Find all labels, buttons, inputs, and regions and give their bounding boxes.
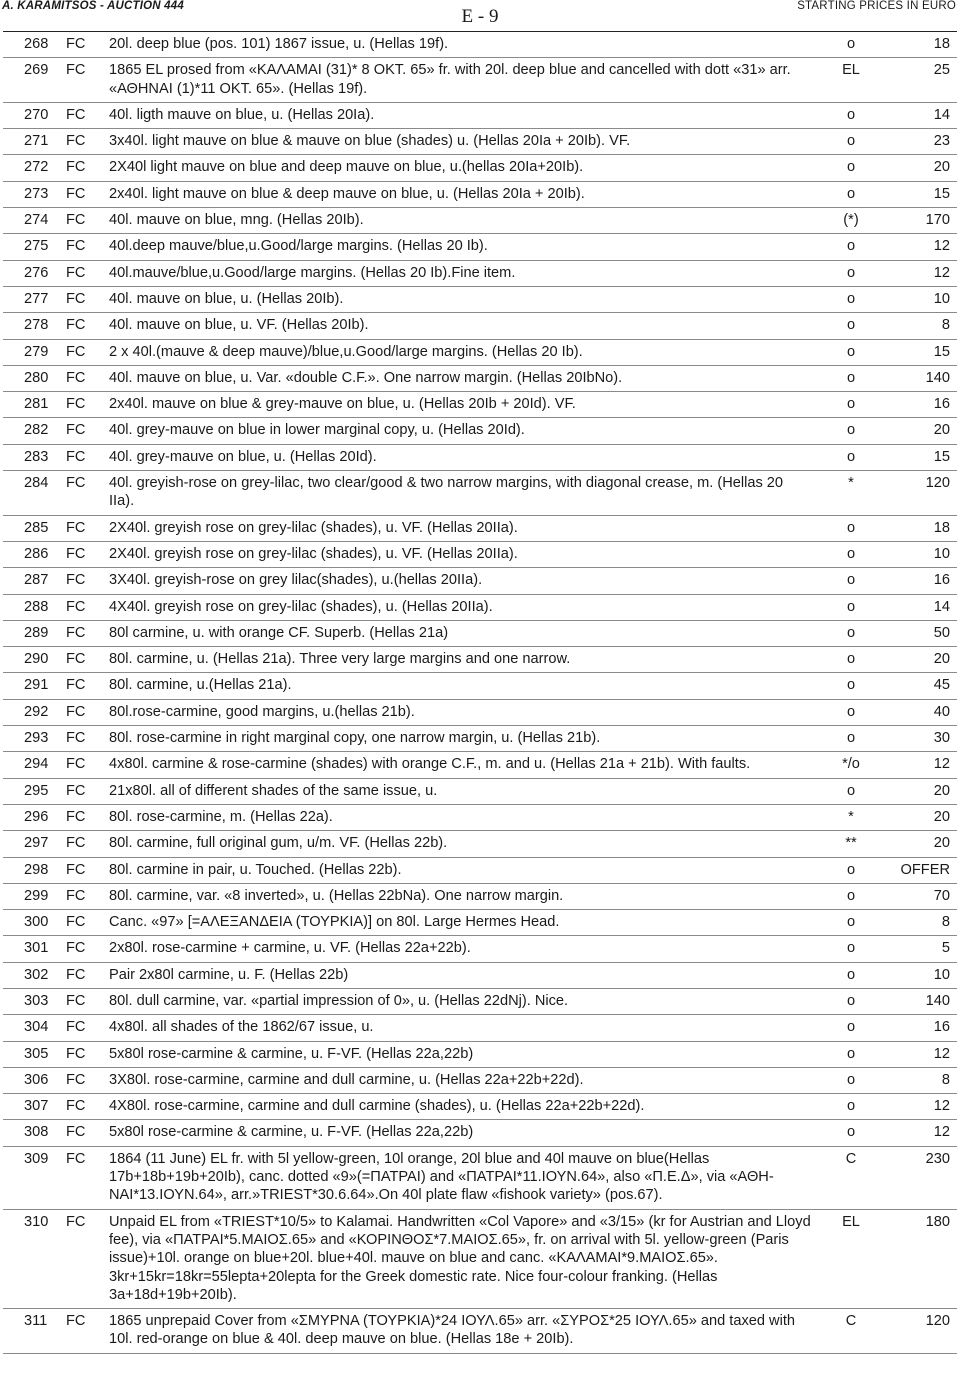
lot-condition: o	[846, 940, 856, 957]
lot-price: 20	[933, 808, 950, 825]
lot-row	[3, 595, 957, 621]
lot-row	[3, 936, 957, 962]
lot-number: 301	[24, 940, 49, 957]
lot-number: 272	[24, 159, 49, 176]
lot-description: 5x80l rose-carmine & carmine, u. F-VF. (Hellas 22a,22b)	[109, 1045, 474, 1062]
lot-row	[3, 673, 957, 699]
lot-description: 80l. carmine, u. (Hellas 21a). Three very large margins and one narrow.	[109, 651, 571, 668]
lot-type: FC	[66, 545, 86, 562]
lot-type: FC	[66, 992, 86, 1009]
lot-type: FC	[66, 624, 86, 641]
lot-description: 40l. grey-mauve on blue in lower marginal copy, u. (Hellas 20Id).	[109, 422, 525, 439]
lot-condition: o	[846, 133, 856, 150]
lot-description: 2X40l light mauve on blue and deep mauve on blue, u.(hellas 20Ia+20Ib).	[109, 159, 584, 176]
lot-price: 12	[933, 264, 950, 281]
lot-type: FC	[66, 572, 86, 589]
lot-description: 2x40l. mauve on blue & grey-mauve on blue, u. (Hellas 20Ib + 20Id). VF.	[109, 396, 576, 413]
lot-number: 295	[24, 782, 49, 799]
lot-price: 20	[933, 159, 950, 176]
lot-condition: o	[846, 519, 856, 536]
lot-type: FC	[66, 703, 86, 720]
lot-price: 15	[933, 185, 950, 202]
lot-type: FC	[66, 887, 86, 904]
lot-number: 271	[24, 133, 49, 150]
lot-description: 2X40l. greyish rose on grey-lilac (shades), u. VF. (Hellas 20IIa).	[109, 545, 518, 562]
lot-condition: o	[846, 369, 856, 386]
lot-condition: o	[846, 703, 856, 720]
lot-description: 5x80l rose-carmine & carmine, u. F-VF. (Hellas 22a,22b)	[109, 1124, 474, 1141]
lot-number: 274	[24, 212, 49, 229]
lot-condition: C	[845, 1313, 857, 1330]
lot-row	[3, 858, 957, 884]
lot-row	[3, 1120, 957, 1146]
lot-number: 296	[24, 808, 49, 825]
lot-price: 20	[933, 782, 950, 799]
lot-description: 21x80l. all of different shades of the same issue, u.	[109, 782, 438, 799]
lot-price: 140	[925, 369, 950, 386]
lot-price: 180	[925, 1213, 950, 1230]
lot-price: 40	[933, 703, 950, 720]
lot-description: 1864 (11 June) EL fr. with 5l yellow-green, 10l orange, 20l blue and 40l mauve on blue(Hellas 17b+18b+19b+20Ib), canc. dotted «9»(=ΠΑΤΡΑΙ) and «ΠΑΤΡΑΙ*11.ΙΟΥΝ.64», also «Π.Ε.Δ», via «ΑΘΗ-ΝΑΙ*13.ΙΟΥΝ.64», arr.»TRIEST*30.6.64».On 40l plate flaw «fishook variety» (pos.67).	[109, 1150, 774, 1204]
lot-number: 298	[24, 861, 49, 878]
lot-description: 80l. carmine in pair, u. Touched. (Hellas 22b).	[109, 861, 402, 878]
lot-price: 140	[925, 992, 950, 1009]
lot-description: 40l. mauve on blue, mng. (Hellas 20Ib).	[109, 212, 364, 229]
lot-row	[3, 1094, 957, 1120]
lot-type: FC	[66, 133, 86, 150]
lot-price: 18	[933, 519, 950, 536]
lot-condition: o	[846, 238, 856, 255]
lot-condition: C	[845, 1150, 857, 1167]
lot-row	[3, 392, 957, 418]
lot-number: 280	[24, 369, 49, 386]
lot-price: 10	[933, 966, 950, 983]
lot-number: 275	[24, 238, 49, 255]
lot-row	[3, 471, 957, 516]
lot-price: 12	[933, 1098, 950, 1115]
lot-price: 15	[933, 343, 950, 360]
lot-type: FC	[66, 966, 86, 983]
lot-number: 310	[24, 1213, 49, 1230]
lot-type: FC	[66, 36, 86, 52]
lot-condition: o	[846, 422, 856, 439]
lot-price: OFFER	[900, 861, 950, 878]
lot-row	[3, 726, 957, 752]
lot-condition: */o	[842, 756, 860, 773]
lot-price: 12	[933, 1045, 950, 1062]
lot-type: FC	[66, 782, 86, 799]
lot-price: 14	[933, 598, 950, 615]
lot-price: 15	[933, 448, 950, 465]
lot-price: 16	[933, 1019, 950, 1036]
lot-price: 50	[933, 624, 950, 641]
lot-condition: o	[846, 317, 856, 334]
lot-type: FC	[66, 62, 86, 79]
lot-number: 269	[24, 62, 49, 79]
page-number: E - 9	[461, 6, 499, 27]
lot-description: 80l. rose-carmine in right marginal copy, one narrow margin, u. (Hellas 21b).	[109, 730, 601, 747]
lot-number: 299	[24, 887, 49, 904]
lot-condition: o	[846, 343, 856, 360]
lot-number: 297	[24, 835, 49, 852]
lot-condition: o	[846, 861, 856, 878]
lot-row	[3, 366, 957, 392]
lot-condition: o	[846, 624, 856, 641]
lot-type: FC	[66, 1213, 86, 1230]
lot-row	[3, 58, 957, 103]
lot-number: 289	[24, 624, 49, 641]
lot-condition: o	[846, 677, 856, 694]
lot-price: 16	[933, 572, 950, 589]
lot-condition: EL	[842, 1213, 860, 1230]
lot-row	[3, 418, 957, 444]
lot-description: 80l. rose-carmine, m. (Hellas 22a).	[109, 808, 333, 825]
lot-description: 2X40l. greyish rose on grey-lilac (shades), u. VF. (Hellas 20IIa).	[109, 519, 518, 536]
lot-row	[3, 752, 957, 778]
lot-row	[3, 884, 957, 910]
lot-condition: o	[846, 448, 856, 465]
lot-condition: o	[846, 966, 856, 983]
lot-type: FC	[66, 185, 86, 202]
lot-description: 40l.deep mauve/blue,u.Good/large margins. (Hellas 20 Ib).	[109, 238, 488, 255]
lot-condition: o	[846, 572, 856, 589]
lot-type: FC	[66, 159, 86, 176]
lot-number: 276	[24, 264, 49, 281]
lot-condition: o	[846, 782, 856, 799]
lot-number: 303	[24, 992, 49, 1009]
lot-type: FC	[66, 106, 86, 123]
lot-type: FC	[66, 396, 86, 413]
page-header	[0, 0, 960, 30]
lot-row	[3, 340, 957, 366]
lot-description: 40l. grey-mauve on blue, u. (Hellas 20Id).	[109, 448, 377, 465]
lot-row	[3, 1015, 957, 1041]
lot-row	[3, 700, 957, 726]
lot-row	[3, 208, 957, 234]
lot-type: FC	[66, 1019, 86, 1036]
lot-row	[3, 234, 957, 260]
lot-row	[3, 182, 957, 208]
lot-list	[3, 32, 957, 1354]
lot-number: 285	[24, 519, 49, 536]
lot-type: FC	[66, 756, 86, 773]
lot-row	[3, 313, 957, 339]
lot-price: 10	[933, 545, 950, 562]
lot-condition: EL	[842, 62, 860, 79]
lot-row	[3, 779, 957, 805]
lot-description: 40l. mauve on blue, u. Var. «double C.F.». One narrow margin. (Hellas 20IbNo).	[109, 369, 623, 386]
lot-number: 306	[24, 1071, 49, 1088]
lot-row	[3, 831, 957, 857]
lot-description: 1865 unprepaid Cover from «ΣΜΥΡΝΑ (ΤΟΥΡΚΙΑ)*24 ΙΟΥΛ.65» arr. «ΣΥΡΟΣ*25 ΙΟΥΛ.65» and taxed with 10l. red-orange on blue & 40l. deep mauve on blue. (Hellas 18e + 20Ib).	[109, 1313, 795, 1348]
lot-type: FC	[66, 343, 86, 360]
lot-condition: o	[846, 1124, 856, 1141]
lot-condition: o	[846, 1071, 856, 1088]
lot-price: 120	[925, 1313, 950, 1330]
lot-row	[3, 805, 957, 831]
lot-number: 311	[24, 1313, 48, 1330]
lot-row	[3, 516, 957, 542]
lot-type: FC	[66, 914, 86, 931]
lot-row	[3, 32, 957, 58]
lot-row	[3, 568, 957, 594]
lot-price: 10	[933, 290, 950, 307]
lot-type: FC	[66, 808, 86, 825]
lot-condition: *	[848, 808, 854, 825]
lot-price: 12	[933, 756, 950, 773]
lot-condition: (*)	[843, 212, 859, 229]
lot-number: 300	[24, 914, 49, 931]
lot-number: 309	[24, 1150, 49, 1167]
lot-condition: *	[848, 475, 854, 492]
lot-condition: o	[846, 290, 856, 307]
lot-price: 70	[933, 887, 950, 904]
lot-condition: o	[846, 887, 856, 904]
lot-type: FC	[66, 264, 86, 281]
lot-description: 3X40l. greyish-rose on grey lilac(shades), u.(hellas 20IIa).	[109, 572, 483, 589]
prices-note: STARTING PRICES IN EURO	[797, 0, 956, 12]
lot-description: 40l. mauve on blue, u. VF. (Hellas 20Ib).	[109, 317, 369, 334]
lot-row	[3, 910, 957, 936]
lot-type: FC	[66, 1071, 86, 1088]
lot-price: 14	[933, 106, 950, 123]
lot-price: 23	[933, 133, 950, 150]
lot-row	[3, 1309, 957, 1354]
lot-description: 40l. mauve on blue, u. (Hellas 20Ib).	[109, 290, 344, 307]
lot-price: 20	[933, 835, 950, 852]
lot-condition: o	[846, 1045, 856, 1062]
lot-description: Pair 2x80l carmine, u. F. (Hellas 22b)	[109, 966, 349, 983]
lot-type: FC	[66, 369, 86, 386]
lot-description: 4x80l. carmine & rose-carmine (shades) with orange C.F., m. and u. (Hellas 21a + 21b). With faults.	[109, 756, 751, 773]
lot-type: FC	[66, 835, 86, 852]
lot-price: 12	[933, 238, 950, 255]
lot-row	[3, 963, 957, 989]
lot-row	[3, 989, 957, 1015]
lot-number: 293	[24, 730, 49, 747]
lot-price: 45	[933, 677, 950, 694]
lot-number: 287	[24, 572, 49, 589]
lot-number: 273	[24, 185, 49, 202]
lot-type: FC	[66, 422, 86, 439]
lot-condition: o	[846, 1019, 856, 1036]
lot-condition: o	[846, 1098, 856, 1115]
lot-number: 290	[24, 651, 49, 668]
lot-number: 277	[24, 290, 49, 307]
lot-description: 80l.rose-carmine, good margins, u.(hellas 21b).	[109, 703, 415, 720]
lot-description: 3x40l. light mauve on blue & mauve on blue (shades) u. (Hellas 20Ia + 20Ib). VF.	[109, 133, 631, 150]
lot-price: 8	[941, 1071, 950, 1088]
lot-type: FC	[66, 651, 86, 668]
lot-description: 80l carmine, u. with orange CF. Superb. (Hellas 21a)	[109, 624, 449, 641]
lot-condition: o	[846, 651, 856, 668]
lot-price: 8	[941, 317, 950, 334]
lot-type: FC	[66, 317, 86, 334]
lot-number: 284	[24, 475, 49, 492]
lot-condition: o	[846, 396, 856, 413]
lot-row	[3, 261, 957, 287]
lot-number: 302	[24, 966, 49, 983]
lot-condition: o	[846, 730, 856, 747]
lot-price: 18	[933, 36, 950, 52]
lot-price: 8	[941, 914, 950, 931]
lot-type: FC	[66, 1150, 86, 1167]
lot-number: 307	[24, 1098, 49, 1115]
lot-description: 4x80l. all shades of the 1862/67 issue, u.	[109, 1019, 374, 1036]
lot-description: Canc. «97» [=ΑΛΕΞΑΝΔΕΙΑ (ΤΟΥΡΚΙΑ)] on 80l. Large Hermes Head.	[109, 914, 560, 931]
lot-number: 294	[24, 756, 49, 773]
lot-description: 4X80l. rose-carmine, carmine and dull carmine (shades), u. (Hellas 22a+22b+22d).	[109, 1098, 645, 1115]
lot-price: 16	[933, 396, 950, 413]
lot-number: 282	[24, 422, 49, 439]
lot-description: 2x40l. light mauve on blue & deep mauve on blue, u. (Hellas 20Ia + 20Ib).	[109, 185, 585, 202]
lot-condition: o	[846, 545, 856, 562]
lot-price: 30	[933, 730, 950, 747]
lot-type: FC	[66, 448, 86, 465]
lot-row	[3, 542, 957, 568]
lot-condition: o	[846, 914, 856, 931]
lot-number: 278	[24, 317, 49, 334]
lot-price: 12	[933, 1124, 950, 1141]
lot-price: 170	[925, 212, 950, 229]
lot-condition: o	[846, 598, 856, 615]
lot-row	[3, 103, 957, 129]
lot-description: Unpaid EL from «TRIEST*10/5» to Kalamai. Handwritten «Col Vapore» and «3/15» (kr for Austrian and Lloyd fee), via «ΠΑΤΡΑΙ*5.ΜΑΙΟΣ.65» and «ΚΟΡΙΝΘΟΣ*7.ΜΑΙΟΣ.65», fr. on arrival with 5l. yellow-green (Paris issue)+10l. orange on blue+20l. blue+40l. mauve on blue and canc. «ΚΑΛΑΜΑΙ*9.ΜΑΙΟΣ.65». 3kr+15kr=18kr=55lepta+20lepta for the Greek domestic rate. Nice four-colour franking. (Hellas 3a+18d+19b+20Ib).	[109, 1213, 811, 1303]
lot-type: FC	[66, 940, 86, 957]
lot-description: 4X40l. greyish rose on grey-lilac (shades), u. (Hellas 20IIa).	[109, 598, 493, 615]
lot-description: 2 x 40l.(mauve & deep mauve)/blue,u.Good/large margins. (Hellas 20 Ib).	[109, 343, 583, 360]
lot-number: 288	[24, 598, 49, 615]
lot-row	[3, 1068, 957, 1094]
lot-number: 268	[24, 36, 49, 52]
lot-row	[3, 287, 957, 313]
lot-description: 3X80l. rose-carmine, carmine and dull carmine, u. (Hellas 22a+22b+22d).	[109, 1071, 584, 1088]
lot-type: FC	[66, 730, 86, 747]
lot-number: 286	[24, 545, 49, 562]
lot-number: 283	[24, 448, 49, 465]
lot-condition: o	[846, 185, 856, 202]
lot-row	[3, 155, 957, 181]
lot-number: 270	[24, 106, 49, 123]
lot-row	[3, 647, 957, 673]
lot-type: FC	[66, 1098, 86, 1115]
lot-condition: o	[846, 159, 856, 176]
lot-condition: o	[846, 36, 856, 52]
lot-type: FC	[66, 861, 86, 878]
lot-price: 20	[933, 651, 950, 668]
lot-description: 80l. dull carmine, var. «partial impression of 0», u. (Hellas 22dNj). Nice.	[109, 992, 569, 1009]
lot-type: FC	[66, 1124, 86, 1141]
lot-type: FC	[66, 1045, 86, 1062]
lot-description: 40l. ligth mauve on blue, u. (Hellas 20Ia).	[109, 106, 375, 123]
lot-price: 20	[933, 422, 950, 439]
lot-type: FC	[66, 519, 86, 536]
lot-number: 279	[24, 343, 49, 360]
lot-condition: **	[845, 835, 857, 852]
lot-type: FC	[66, 475, 86, 492]
lot-price: 230	[925, 1150, 950, 1167]
lot-row	[3, 129, 957, 155]
lot-type: FC	[66, 290, 86, 307]
lot-description: 20l. deep blue (pos. 101) 1867 issue, u. (Hellas 19f).	[109, 36, 449, 52]
auction-title: A. KARAMITSOS - AUCTION 444	[2, 0, 184, 12]
lot-description: 2x80l. rose-carmine + carmine, u. VF. (Hellas 22a+22b).	[109, 940, 471, 957]
lot-number: 308	[24, 1124, 49, 1141]
lot-type: FC	[66, 212, 86, 229]
lot-description: 80l. carmine, full original gum, u/m. VF. (Hellas 22b).	[109, 835, 448, 852]
lot-description: 80l. carmine, u.(Hellas 21a).	[109, 677, 292, 694]
lot-price: 120	[925, 475, 950, 492]
lot-type: FC	[66, 677, 86, 694]
lot-row	[3, 621, 957, 647]
lot-row	[3, 1210, 957, 1309]
lot-row	[3, 445, 957, 471]
lot-condition: o	[846, 106, 856, 123]
lot-number: 305	[24, 1045, 49, 1062]
lot-description: 40l.mauve/blue,u.Good/large margins. (Hellas 20 Ib).Fine item.	[109, 264, 516, 281]
lot-row	[3, 1042, 957, 1068]
lot-number: 291	[24, 677, 49, 694]
lot-price: 5	[941, 940, 950, 957]
lot-condition: o	[846, 264, 856, 281]
lot-number: 281	[24, 396, 49, 413]
lot-description: 80l. carmine, var. «8 inverted», u. (Hellas 22bNa). One narrow margin.	[109, 887, 564, 904]
lot-price: 25	[933, 62, 950, 79]
lot-number: 292	[24, 703, 49, 720]
lot-type: FC	[66, 1313, 86, 1330]
lot-condition: o	[846, 992, 856, 1009]
lot-number: 304	[24, 1019, 49, 1036]
lot-type: FC	[66, 238, 86, 255]
lot-description: 40l. greyish-rose on grey-lilac, two clear/good & two narrow margins, with diagonal crease, m. (Hellas 20 IIa).	[109, 475, 784, 510]
lot-description: 1865 EL prosed from «ΚΑΛΑΜΑΙ (31)* 8 ΟΚΤ. 65» fr. with 20l. deep blue and cancelled with dott «31» arr. «ΑΘΗΝΑΙ (1)*11 ΟΚΤ. 65». (Hellas 19f).	[109, 62, 791, 97]
lot-row	[3, 1147, 957, 1210]
lot-type: FC	[66, 598, 86, 615]
